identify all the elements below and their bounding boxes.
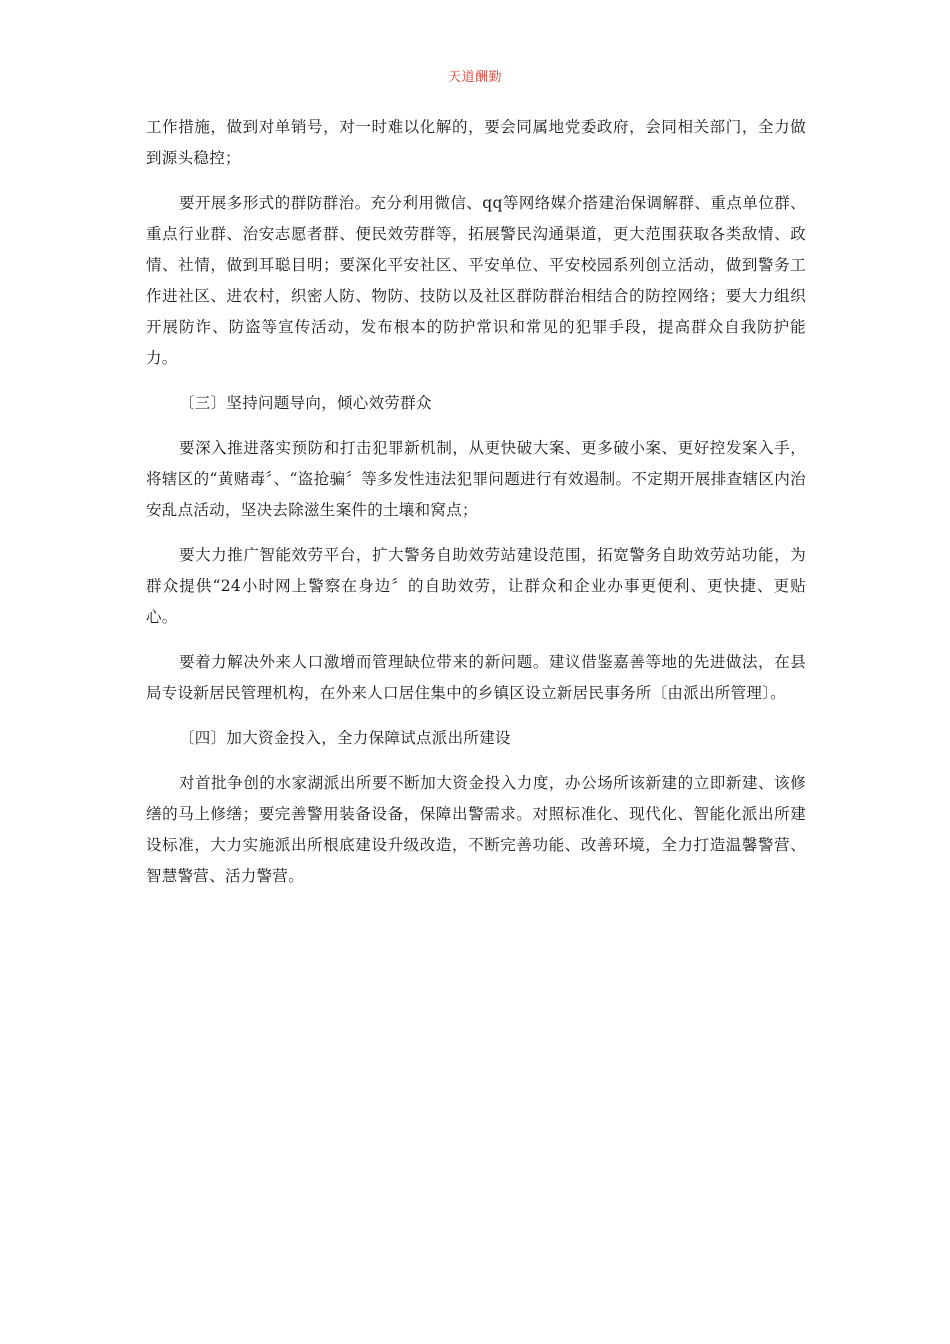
page-header: 天道酬勤	[447, 70, 502, 85]
paragraph: 对首批争创的水家湖派出所要不断加大资金投入力度，办公场所该新建的立即新建、该修缮的马上修缮；要完善警用装备设备，保障出警需求。对照标准化、现代化、智能化派出所建设标准，大力实施派出所根底建设升级改造，不断完善功能、改善环境，全力打造温馨警营、智慧警营、活力警营。	[146, 774, 806, 885]
paragraph: 工作措施，做到对单销号，对一时难以化解的，要会同属地党委政府，会同相关部门，全力做到源头稳控；	[146, 118, 806, 167]
section-heading: 〔四〕加大资金投入，全力保障试点派出所建设	[179, 729, 511, 747]
paragraph: 要大力推广智能效劳平台，扩大警务自助效劳站建设范围，拓宽警务自助效劳站功能，为群众提供“24小时网上警察在身边〞的自助效劳，让群众和企业办事更便利、更快捷、更贴心。	[146, 546, 806, 626]
document-body	[146, 112, 806, 906]
section-heading: 〔三〕坚持问题导向，倾心效劳群众	[179, 394, 432, 412]
paragraph: 要深入推进落实预防和打击犯罪新机制，从更快破大案、更多破小案、更好控发案入手，将辖区的“黄赌毒〞、“盗抢骗〞等多发性违法犯罪问题进行有效遏制。不定期开展排查辖区内治安乱点活动，坚决去除滋生案件的土壤和窝点；	[146, 439, 806, 519]
paragraph: 要着力解决外来人口激增而管理缺位带来的新问题。建议借鉴嘉善等地的先进做法，在县局专设新居民管理机构，在外来人口居住集中的乡镇区设立新居民事务所〔由派出所管理〕。	[146, 653, 806, 702]
paragraph: 要开展多形式的群防群治。充分利用微信、qq等网络媒介搭建治保调解群、重点单位群、重点行业群、治安志愿者群、便民效劳群等，拓展警民沟通渠道，更大范围获取各类敌情、政情、社情，做到耳聪目明；要深化平安社区、平安单位、平安校园系列创立活动，做到警务工作进社区、进农村，织密人防、物防、技防以及社区群防群治相结合的防控网络；要大力组织开展防诈、防盗等宣传活动，发布根本的防护常识和常见的犯罪手段，提高群众自我防护能力。	[146, 194, 806, 367]
